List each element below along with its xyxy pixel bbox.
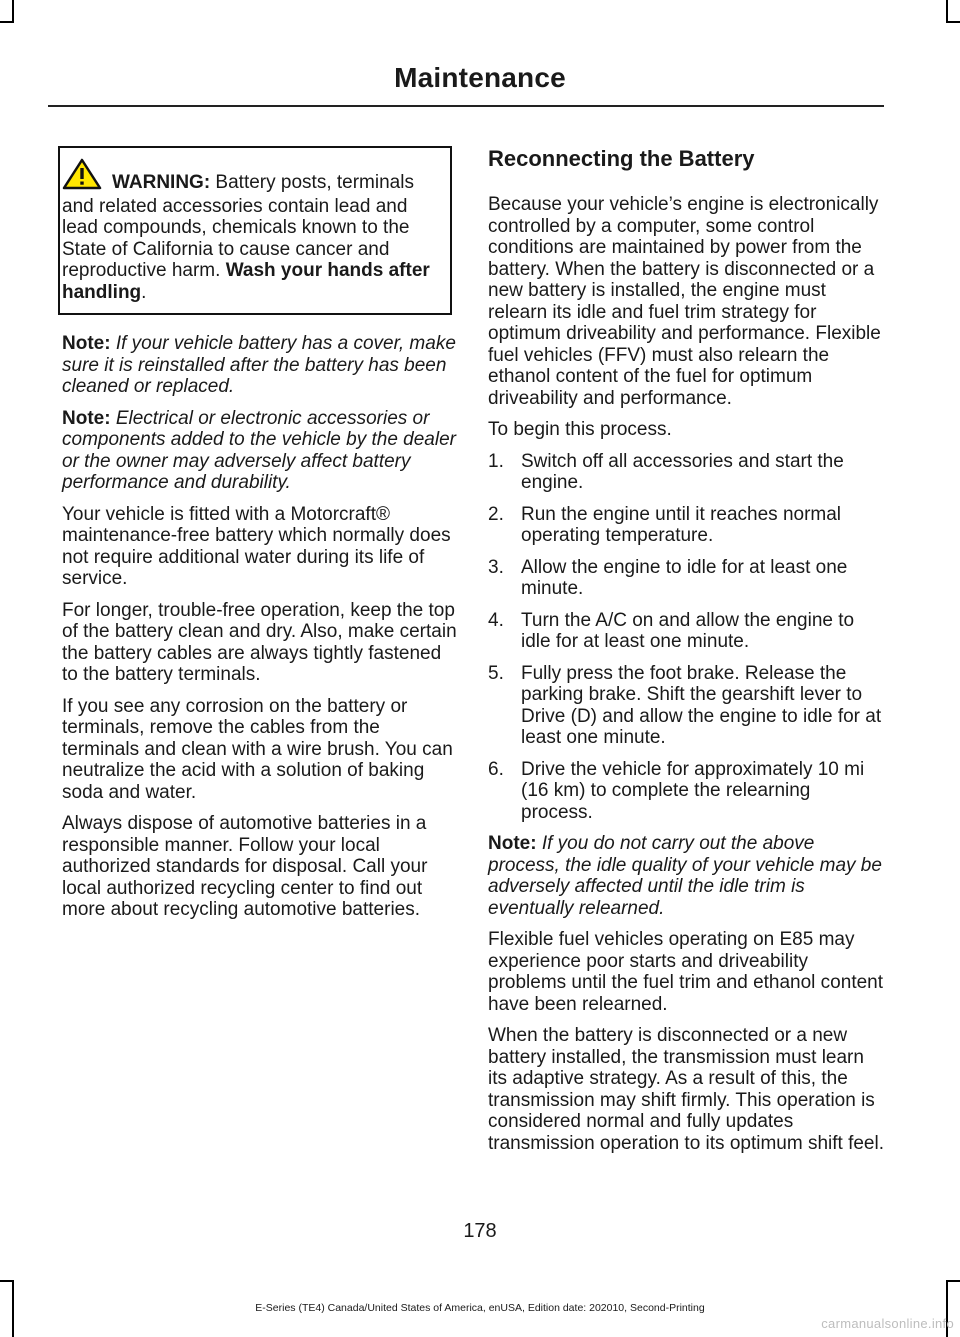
note-text: Electrical or electronic accessories or components added to the vehicle by the dealer or the owner may adversely affect battery performance and durability. (62, 407, 456, 493)
body-paragraph: If you see any corrosion on the battery or terminals, remove the cables from the terminals and clean with a wire brush. You can neutralize the acid with a solution of baking soda and water. (62, 695, 453, 803)
note (488, 833, 884, 919)
list-item (488, 557, 884, 600)
body-paragraph: Flexible fuel vehicles operating on E85 may experience poor starts and driveability problems until the fuel trim and ethanol content have been relearned. (488, 929, 884, 1015)
step-number: 1. (488, 450, 504, 472)
warning-paragraph (62, 158, 440, 303)
body-paragraph: Because your vehicle’s engine is electronically controlled by a computer, some control conditions are maintained by power from the battery. When the battery is disconnected or a new battery is installed, the engine must relearn its idle and fuel trim strategy for optimum driveability and performance. Flexible fuel vehicles (FFV) must also relearn the ethanol content of the fuel for optimum driveability and performance. (488, 194, 881, 409)
step-number: 3. (488, 556, 504, 578)
note-text: If you do not carry out the above process, the idle quality of your vehicle may be adversely affected until the idle trim is eventually relearned. (488, 833, 882, 919)
crop-mark (12, 0, 14, 22)
warning-bold-text: Wash your hands after handling (62, 260, 430, 303)
step-text: Fully press the foot brake. Release the parking brake. Shift the gearshift lever to Drive (D) and allow the engine to idle for at least one minute. (521, 662, 882, 748)
note-text: If your vehicle battery has a cover, make sure it is reinstalled after the battery has been cleaned or replaced. (62, 333, 456, 397)
step-number: 5. (488, 662, 504, 684)
warning-box (58, 146, 452, 315)
crop-mark (946, 0, 948, 22)
list-item (488, 759, 884, 824)
step-number: 4. (488, 609, 504, 631)
edition-footer: E-Series (TE4) Canada/United States of America, enUSA, Edition date: 202010, Second-Printing (255, 1302, 705, 1314)
step-text: Run the engine until it reaches normal operating temperature. (521, 503, 842, 546)
note (62, 408, 458, 494)
page-number: 178 (463, 1220, 497, 1242)
list-item (488, 610, 884, 653)
body-paragraph: Your vehicle is fitted with a Motorcraft® maintenance-free battery which normally does not require additional water during its life of service. (62, 503, 451, 589)
crop-mark (946, 1280, 960, 1282)
body-paragraph: Always dispose of automotive batteries in a responsible manner. Follow your local authorized standards for disposal. Call your local authorized recycling center to find out more about recycling automotive batteries. (62, 813, 428, 920)
list-item (488, 504, 884, 547)
section-heading: Reconnecting the Battery (488, 146, 755, 171)
warning-text: Battery posts, terminals and related accessories contain lead and lead compounds, chemicals known to the State of California to cause cancer and reproductive harm. (62, 172, 414, 281)
list-item (488, 663, 884, 749)
watermark: carmanualsonline.info (821, 1316, 954, 1331)
step-number: 6. (488, 758, 504, 780)
note-label: Note: (62, 333, 111, 354)
step-number: 2. (488, 503, 504, 525)
right-column (488, 146, 884, 1164)
warning-triangle-icon (62, 158, 102, 196)
note-label: Note: (488, 833, 537, 854)
note-label: Note: (62, 407, 111, 429)
header-rule (48, 105, 884, 107)
body-paragraph: When the battery is disconnected or a new battery installed, the transmission must learn its adaptive strategy. As a result of this, the transmission may shift firmly. This operation is considered normal and fully updates transmission operation to its optimum shift feel. (488, 1025, 885, 1154)
crop-mark (0, 1280, 14, 1282)
steps-list (488, 451, 884, 824)
step-text: Turn the A/C on and allow the engine to idle for at least one minute. (521, 609, 855, 652)
page-title: Maintenance (394, 62, 566, 93)
step-text: Drive the vehicle for approximately 10 mi (16 km) to complete the relearning process. (521, 758, 865, 823)
crop-mark (0, 21, 14, 23)
crop-mark (946, 21, 960, 23)
left-column (62, 146, 458, 931)
body-paragraph: To begin this process. (488, 419, 672, 440)
step-text: Switch off all accessories and start the engine. (521, 450, 844, 493)
step-text: Allow the engine to idle for at least one minute. (521, 556, 848, 599)
body-paragraph: For longer, trouble-free operation, keep the top of the battery clean and dry. Also, make certain the battery cables are always tightly fastened to the battery terminals. (62, 599, 457, 685)
warning-label: WARNING: (112, 172, 211, 193)
list-item (488, 451, 884, 494)
warning-end: . (141, 281, 147, 303)
note (62, 333, 458, 398)
